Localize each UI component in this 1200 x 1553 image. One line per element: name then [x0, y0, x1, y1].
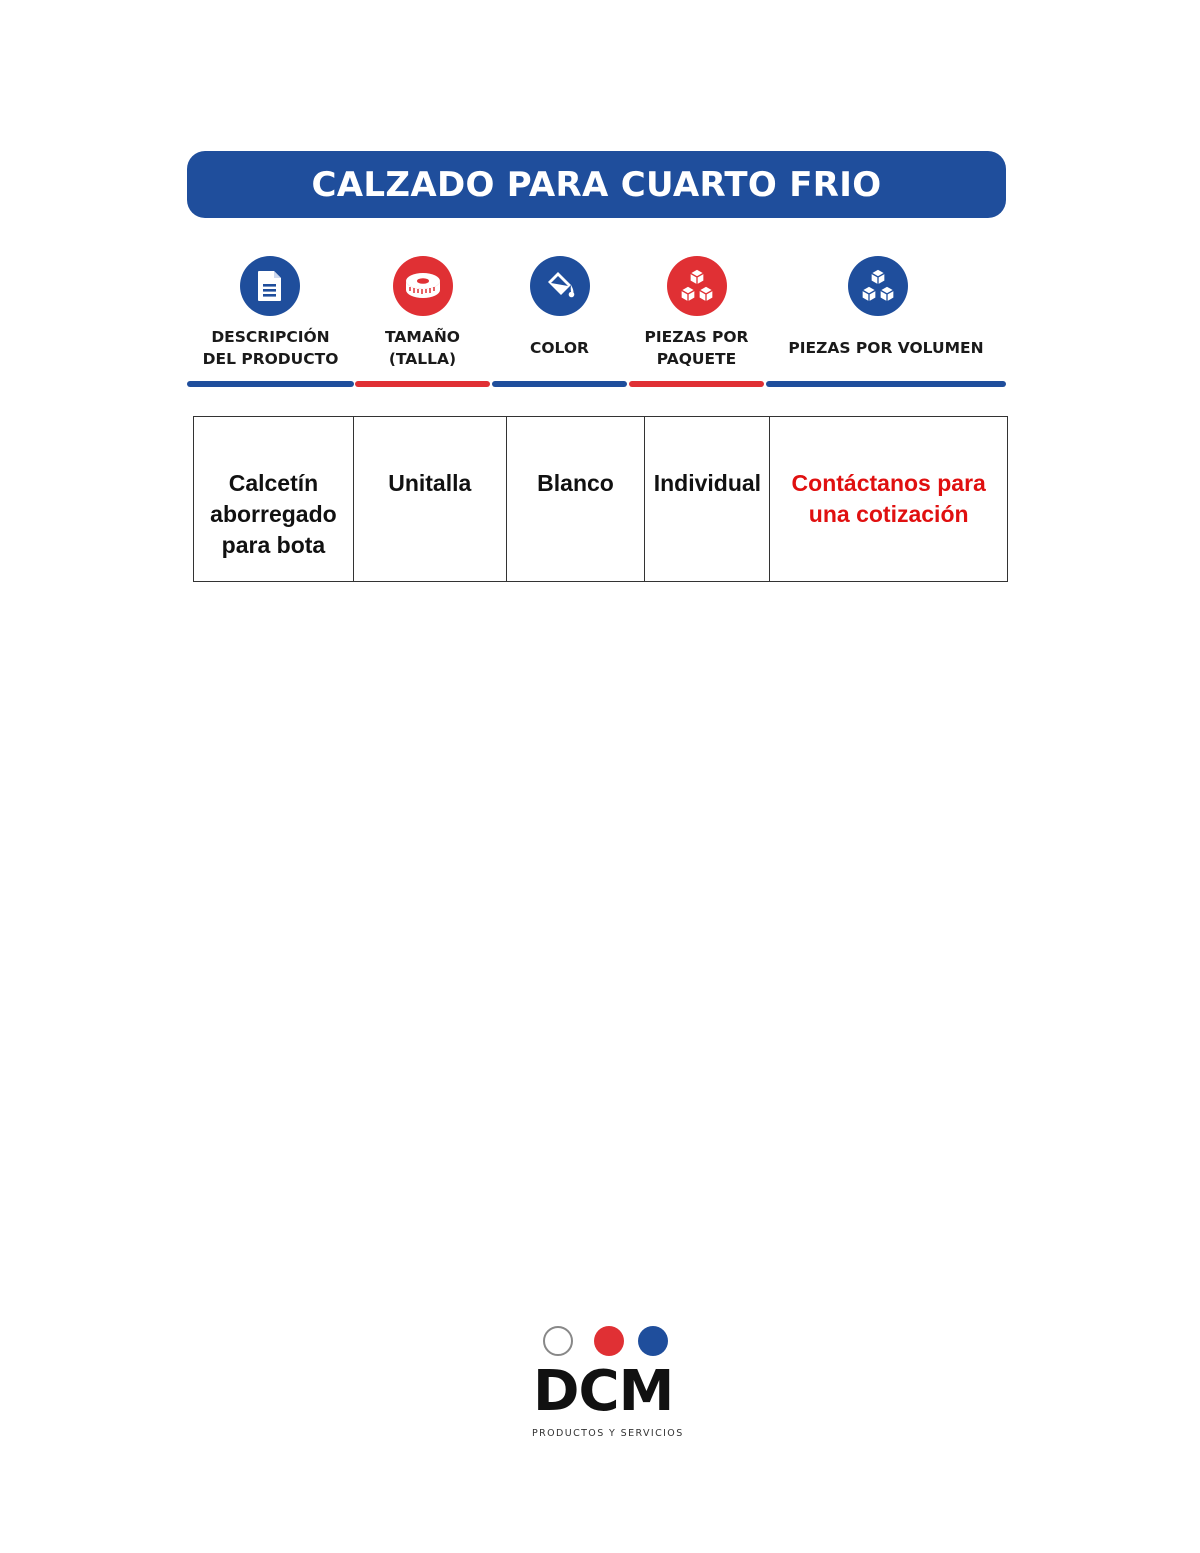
cell-descripcion: Calcetín aborregado para bota — [194, 417, 354, 582]
column-header-talla — [355, 255, 490, 387]
column-header-color — [492, 255, 627, 387]
logo-dot-white — [543, 1326, 573, 1356]
column-header-descripcion — [187, 255, 354, 387]
logo-dot-red — [594, 1326, 624, 1356]
document-icon — [240, 256, 300, 316]
column-label: PIEZAS POR VOLUMEN — [788, 339, 984, 357]
paint-bucket-icon — [530, 256, 590, 316]
logo-wordmark: DCM — [533, 1359, 674, 1424]
cubes-icon — [667, 256, 727, 316]
cell-talla: Unitalla — [353, 417, 506, 582]
logo-tagline: PRODUCTOS Y SERVICIOS — [532, 1428, 684, 1439]
dcm-logo — [525, 1324, 690, 1444]
logo-dot-blue — [638, 1326, 668, 1356]
column-underline — [766, 381, 1006, 387]
column-header-piezas-paquete — [629, 255, 764, 387]
page-title: CALZADO PARA CUARTO FRIO — [187, 151, 1006, 218]
column-underline — [629, 381, 764, 387]
measuring-tape-icon — [393, 256, 453, 316]
column-underline — [187, 381, 354, 387]
table-row — [194, 417, 1008, 582]
column-header-strip — [187, 255, 1006, 387]
cell-piezas-volumen: Contáctanos para una cotización — [770, 417, 1008, 582]
column-label: TAMAÑO (TALLA) — [385, 328, 460, 368]
column-underline — [492, 381, 627, 387]
column-header-piezas-volumen — [766, 255, 1006, 387]
product-table — [193, 416, 1008, 582]
column-label: PIEZAS POR PAQUETE — [644, 328, 749, 368]
cell-piezas-paquete: Individual — [645, 417, 770, 582]
column-label: COLOR — [530, 339, 589, 357]
column-underline — [355, 381, 490, 387]
cubes-icon — [848, 256, 908, 316]
cell-color: Blanco — [506, 417, 645, 582]
column-label: DESCRIPCIÓN DEL PRODUCTO — [202, 328, 339, 368]
